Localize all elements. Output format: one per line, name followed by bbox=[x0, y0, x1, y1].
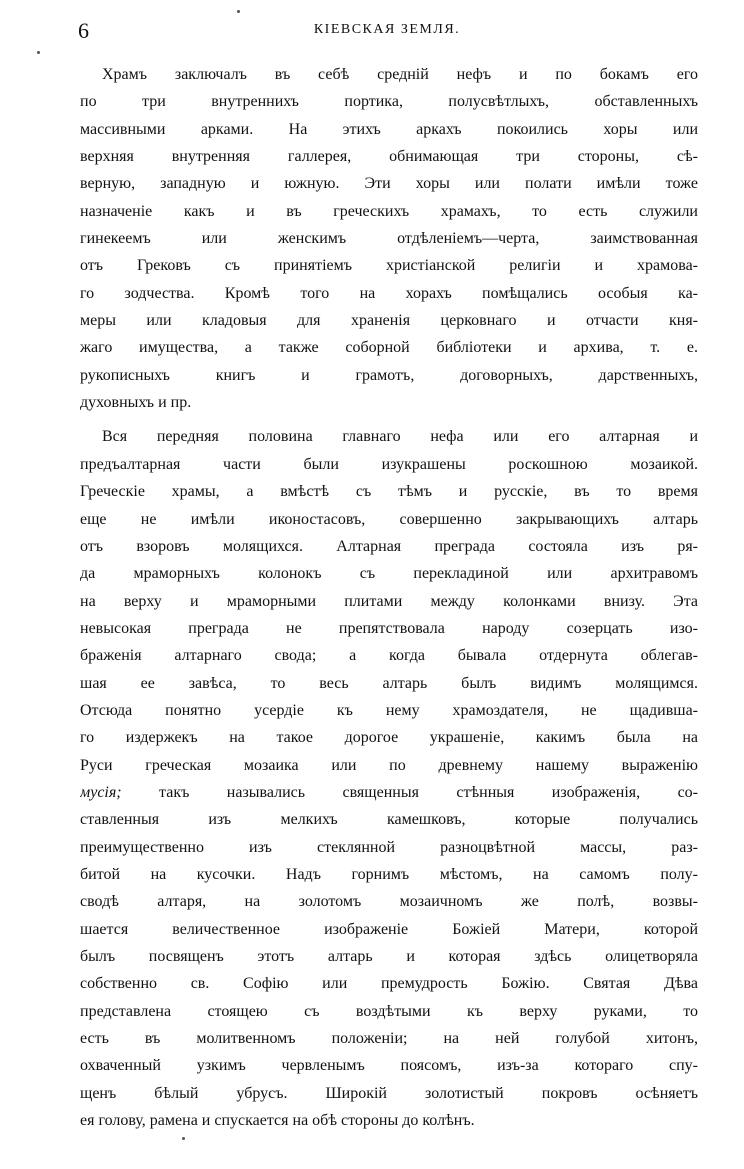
text-line: предъалтарная части были изукрашены роскошною мозаикой. bbox=[80, 455, 698, 473]
text-line: браженія алтарнаго свода; а когда бывала отдернута облегав- bbox=[80, 647, 698, 665]
page-number: 6 bbox=[78, 18, 89, 43]
text-line: сводѣ алтаря, на золотомъ мозаичномъ же полѣ, возвы- bbox=[80, 893, 698, 911]
text-line: на верху и мраморными плитами между колонками внизу. Эта bbox=[80, 592, 698, 610]
text-line: рукописныхъ книгъ и грамотъ, договорныхъ, дарственныхъ, bbox=[80, 366, 698, 384]
text-line: охваченный узкимъ червленымъ поясомъ, изъ-за котораго спу- bbox=[80, 1057, 698, 1075]
text-line: Греческіе храмы, а вмѣстѣ съ тѣмъ и русскіе, въ то время bbox=[80, 483, 698, 501]
body-text bbox=[80, 66, 698, 1139]
text-line: отъ взоровъ молящихся. Алтарная преграда состояла изъ ря- bbox=[80, 537, 698, 555]
text-line: еще не имѣли иконостасовъ, совершенно закрывающихъ алтарь bbox=[80, 510, 698, 528]
paragraph-2 bbox=[80, 428, 698, 1139]
text-line: собственно св. Софію или премудрость Божію. Святая Дѣва bbox=[80, 975, 698, 993]
print-speck bbox=[182, 1137, 185, 1140]
text-line: щенъ бѣлый убрусъ. Широкій золотистый покровъ осѣняетъ bbox=[80, 1084, 698, 1102]
text-line: битой на кусочки. Надъ горнимъ мѣстомъ, на самомъ полу- bbox=[80, 865, 698, 883]
text-line: го зодчества. Кромѣ того на хорахъ помѣщались особыя ка- bbox=[80, 284, 698, 302]
text-line: Храмъ заключалъ въ себѣ средній нефъ и по бокамъ его bbox=[102, 66, 698, 83]
running-title: КІЕВСКАЯ ЗЕМЛЯ. bbox=[313, 22, 461, 37]
text-line: гинекеемъ или женскимъ отдѣленіемъ—черта, заимствованная bbox=[80, 230, 698, 248]
text-line: шая ее завѣса, то весь алтарь былъ видимъ молящимся. bbox=[80, 674, 698, 692]
text-line: есть въ молитвенномъ положеніи; на ней голубой хитонъ, bbox=[80, 1030, 698, 1048]
text-line: ея голову, рамена и спускается на обѣ стороны до колѣнъ. bbox=[80, 1112, 475, 1130]
print-speck bbox=[237, 10, 240, 13]
text-line: го издержекъ на такое дорогое украшеніе, какимъ была на bbox=[80, 729, 698, 747]
paragraph-1 bbox=[80, 66, 698, 421]
text-line: преимущественно изъ стеклянной разноцвѣтной массы, раз- bbox=[80, 838, 698, 856]
text-line: да мраморныхъ колонокъ съ перекладиной или архитравомъ bbox=[80, 565, 698, 583]
print-speck bbox=[37, 51, 40, 54]
text-line: мусія; такъ назывались священныя стѣнныя изображенія, со- bbox=[80, 783, 698, 801]
text-line: массивными арками. На этихъ аркахъ покоились хоры или bbox=[80, 120, 698, 138]
text-line: Руси греческая мозаика или по древнему нашему выраженію bbox=[80, 756, 698, 774]
text-line: меры или кладовыя для храненія церковнаго и отчасти кня- bbox=[80, 312, 698, 330]
text-line: шается величественное изображеніе Божіей Матери, которой bbox=[80, 920, 698, 938]
text-line: ставленныя изъ мелкихъ камешковъ, которые получались bbox=[80, 811, 698, 829]
text-line: верную, западную и южную. Эти хоры или полати имѣли тоже bbox=[80, 175, 698, 193]
text-line: жаго имущества, а также соборной библіотеки и архива, т. е. bbox=[80, 339, 698, 357]
text-line: духовныхъ и пр. bbox=[80, 394, 192, 412]
italic-term: мусія; bbox=[80, 783, 122, 801]
text-line: назначеніе какъ и въ греческихъ храмахъ, то есть служили bbox=[80, 202, 698, 220]
text-line: Вся передняя половина главнаго нефа или его алтарная и bbox=[102, 428, 698, 446]
text-line: верхняя внутренняя галлерея, обнимающая три стороны, сѣ- bbox=[80, 148, 698, 166]
page-header bbox=[78, 18, 696, 48]
text-line: Отсюда понятно усердіе къ нему храмоздателя, не щадивша- bbox=[80, 701, 698, 719]
text-line: представлена стоящею съ воздѣтыми къ верху руками, то bbox=[80, 1002, 698, 1020]
text-line: невысокая преграда не препятствовала народу созерцать изо- bbox=[80, 619, 698, 637]
text-line: по три внутреннихъ портика, полусвѣтлыхъ, обставленныхъ bbox=[80, 93, 698, 111]
text-line: отъ Грековъ съ принятіемъ христіанской религіи и храмова- bbox=[80, 257, 698, 275]
text-line: былъ посвященъ этотъ алтарь и которая здѣсь олицетворяла bbox=[80, 948, 698, 965]
